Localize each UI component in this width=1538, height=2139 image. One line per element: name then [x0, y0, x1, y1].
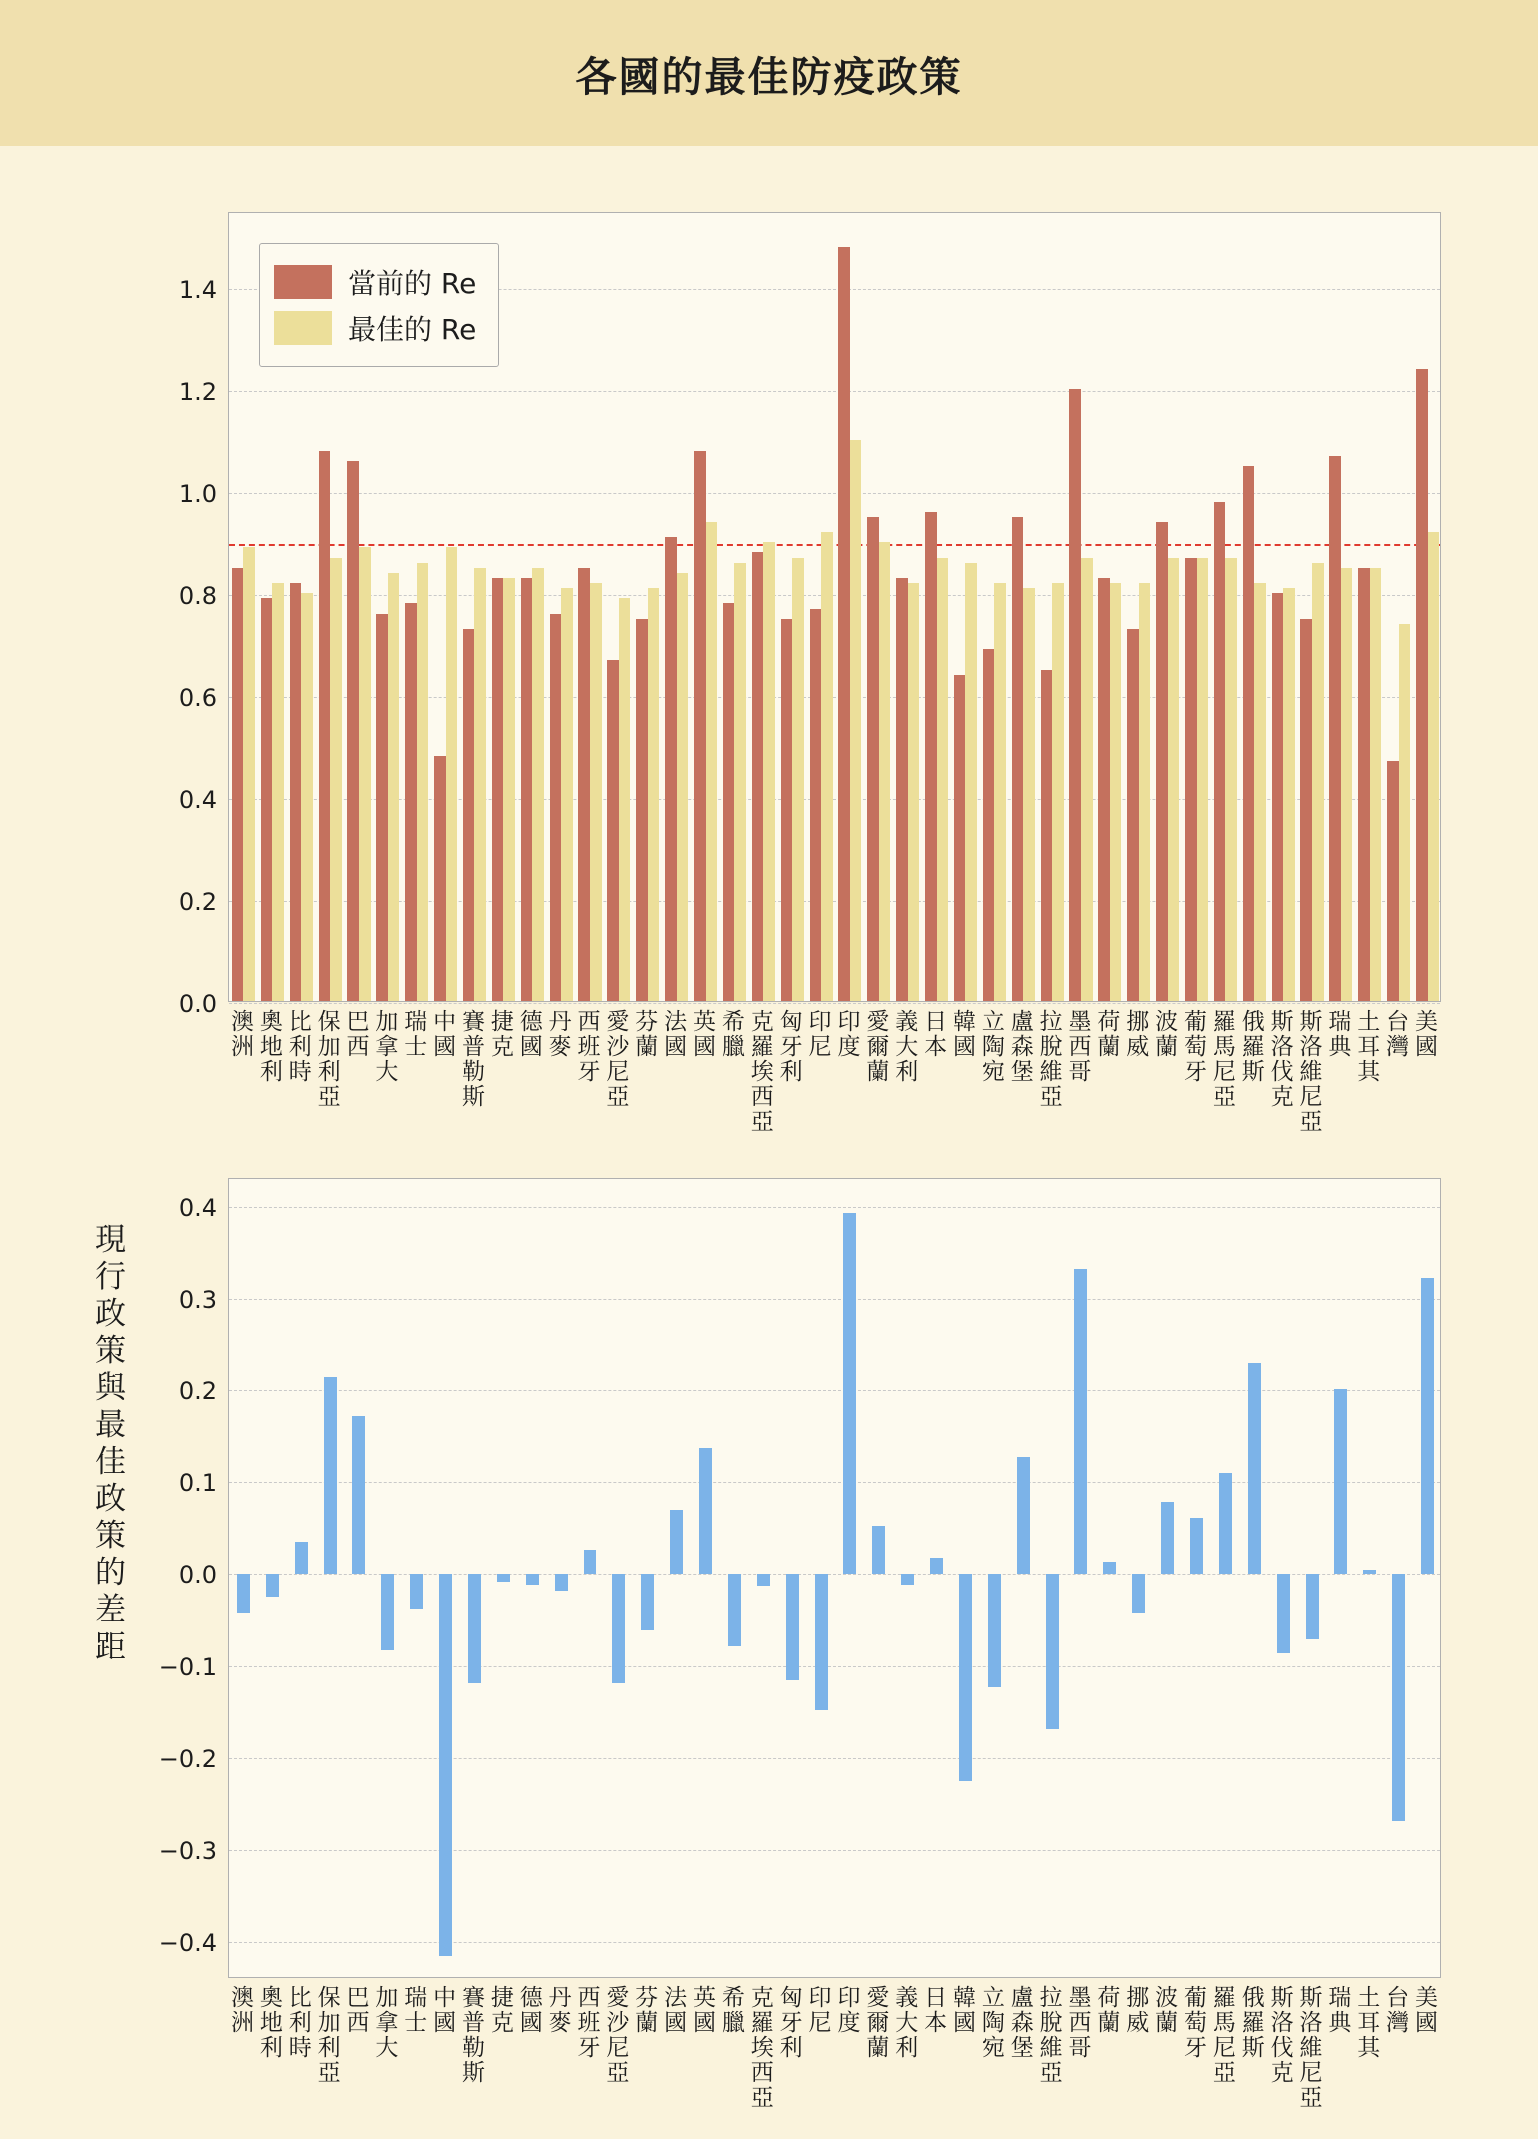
chart-re-comparison [178, 212, 1441, 1135]
bar-optimal-re [1168, 558, 1180, 1001]
bar-current-re [492, 578, 504, 1001]
x-tick-label: 法國 [664, 1009, 688, 1060]
y-tick-label: 0.1 [178, 1469, 217, 1498]
bar-current-re [1069, 389, 1081, 1001]
bar-optimal-re [561, 588, 573, 1001]
x-tick-label: 台灣 [1386, 1009, 1410, 1060]
y-tick-label: 0.2 [178, 888, 217, 917]
x-tick-label: 希臘 [721, 1009, 745, 1060]
title-banner [0, 0, 1538, 146]
bar-optimal-re [677, 573, 689, 1001]
legend-label-current: 當前的 Re [348, 267, 477, 300]
x-tick-label: 希臘 [721, 1985, 745, 2036]
legend-swatch-current [274, 265, 332, 299]
bar-policy-gap [988, 1574, 1001, 1686]
x-tick-label: 芬蘭 [635, 1009, 659, 1060]
bar-current-re [1272, 593, 1284, 1001]
bar-policy-gap [1132, 1574, 1145, 1613]
x-tick-label: 韓國 [952, 1985, 976, 2036]
bar-optimal-re [330, 558, 342, 1001]
bar-optimal-re [474, 568, 486, 1001]
bar-current-re [896, 578, 908, 1001]
x-tick-label: 比利時 [288, 1985, 312, 2061]
bar-policy-gap [930, 1558, 943, 1575]
bar-optimal-re [503, 578, 515, 1001]
x-tick-label: 賽普勒斯 [461, 1985, 485, 2086]
x-tick-label: 瑞典 [1328, 1985, 1352, 2036]
bar-current-re [810, 609, 822, 1001]
bar-optimal-re [359, 547, 371, 1001]
bar-policy-gap [1161, 1502, 1174, 1575]
x-tick-label: 立陶宛 [981, 1985, 1005, 2061]
bar-optimal-re [1370, 568, 1382, 1001]
bar-policy-gap [641, 1574, 654, 1629]
bar-optimal-re [1341, 568, 1353, 1001]
y-tick-label: 0.0 [178, 1561, 217, 1590]
x-tick-label: 挪威 [1126, 1985, 1150, 2036]
x-tick-label: 日本 [924, 1009, 948, 1060]
x-tick-label: 克羅埃西亞 [750, 1009, 774, 1135]
bar-current-re [405, 603, 417, 1001]
legend-item-current [274, 262, 476, 302]
bar-policy-gap [497, 1574, 510, 1581]
bar-optimal-re [1139, 583, 1151, 1001]
bar-optimal-re [792, 558, 804, 1001]
bar-current-re [521, 578, 533, 1001]
x-tick-label: 巴西 [346, 1985, 370, 2036]
bar-optimal-re [272, 583, 284, 1001]
x-tick-label: 斯洛維尼亞 [1299, 1985, 1323, 2111]
bar-current-re [665, 537, 677, 1001]
bar-policy-gap [1421, 1278, 1434, 1574]
bar-current-re [319, 451, 331, 1001]
bar-current-re [290, 583, 302, 1001]
bar-policy-gap [728, 1574, 741, 1646]
x-tick-label: 英國 [693, 1009, 717, 1060]
chart2-y-axis-label: 現行政策與最佳政策的差距 [95, 1222, 127, 1665]
x-tick-label: 荷蘭 [1097, 1009, 1121, 1060]
bar-policy-gap [1277, 1574, 1290, 1652]
bar-optimal-re [965, 563, 977, 1001]
x-tick-label: 德國 [519, 1985, 543, 2036]
x-tick-label: 匈牙利 [779, 1985, 803, 2061]
bar-current-re [1329, 456, 1341, 1001]
y-tick-label: 0.4 [178, 786, 217, 815]
bar-optimal-re [879, 542, 891, 1001]
bar-optimal-re [734, 563, 746, 1001]
bar-policy-gap [381, 1574, 394, 1649]
bar-policy-gap [468, 1574, 481, 1683]
bar-current-re [781, 619, 793, 1001]
bar-optimal-re [388, 573, 400, 1001]
x-tick-label: 斯洛維尼亞 [1299, 1009, 1323, 1135]
bar-optimal-re [850, 440, 862, 1001]
x-tick-label: 墨西哥 [1068, 1009, 1092, 1085]
bar-policy-gap [410, 1574, 423, 1609]
bar-current-re [867, 517, 879, 1001]
bar-current-re [550, 614, 562, 1001]
bar-optimal-re [301, 593, 313, 1001]
bar-policy-gap [959, 1574, 972, 1781]
x-tick-label: 西班牙 [577, 1009, 601, 1085]
x-tick-label: 捷克 [490, 1009, 514, 1060]
legend-swatch-optimal [274, 311, 332, 345]
bar-policy-gap [1334, 1389, 1347, 1575]
bar-policy-gap [324, 1377, 337, 1575]
y-tick-label: −0.2 [158, 1745, 217, 1774]
bar-policy-gap [1190, 1518, 1203, 1574]
x-tick-label: 澳洲 [230, 1009, 254, 1060]
x-tick-label: 波蘭 [1155, 1985, 1179, 2036]
bar-optimal-re [1283, 588, 1295, 1001]
bar-policy-gap [1219, 1473, 1232, 1574]
chart2-bars [229, 1179, 1440, 1977]
x-tick-label: 台灣 [1386, 1985, 1410, 2036]
bar-optimal-re [417, 563, 429, 1001]
chart1-legend [259, 243, 499, 367]
bar-optimal-re [994, 583, 1006, 1001]
y-tick-label: −0.1 [158, 1653, 217, 1682]
x-tick-label: 保加利亞 [317, 1985, 341, 2086]
y-tick-label: 0.3 [178, 1285, 217, 1314]
bar-current-re [636, 619, 648, 1001]
x-tick-label: 瑞士 [404, 1985, 428, 2036]
x-tick-label: 土耳其 [1357, 1985, 1381, 2061]
x-tick-label: 斯洛伐克 [1270, 1009, 1294, 1110]
y-tick-label: 0.4 [178, 1193, 217, 1222]
bar-policy-gap [295, 1542, 308, 1574]
x-tick-label: 葡萄牙 [1184, 1985, 1207, 2061]
bar-optimal-re [908, 583, 920, 1001]
bar-policy-gap [1363, 1570, 1376, 1575]
bar-optimal-re [648, 588, 660, 1001]
x-tick-label: 中國 [433, 1985, 457, 2036]
bar-current-re [925, 512, 937, 1001]
bar-policy-gap [612, 1574, 625, 1683]
bar-current-re [954, 675, 966, 1001]
bar-policy-gap [1046, 1574, 1059, 1728]
y-tick-label: 0.0 [178, 990, 217, 1018]
bar-current-re [1012, 517, 1024, 1001]
bar-policy-gap [1017, 1457, 1030, 1575]
x-tick-label: 俄羅斯 [1241, 1009, 1265, 1085]
x-tick-label: 羅馬尼亞 [1212, 1009, 1236, 1110]
bar-policy-gap [843, 1213, 856, 1574]
bar-optimal-re [1023, 588, 1035, 1001]
x-tick-label: 芬蘭 [635, 1985, 659, 2036]
x-tick-label: 挪威 [1126, 1009, 1150, 1060]
bar-policy-gap [237, 1574, 250, 1613]
x-tick-label: 荷蘭 [1097, 1985, 1121, 2036]
bar-current-re [347, 461, 359, 1001]
bar-policy-gap [1074, 1269, 1087, 1574]
chart1-plot-area [178, 212, 1441, 1018]
x-tick-label: 愛爾蘭 [866, 1009, 890, 1085]
x-tick-label: 加拿大 [375, 1009, 399, 1085]
x-tick-label: 義大利 [895, 1985, 919, 2061]
bar-current-re [434, 756, 446, 1001]
y-tick-label: 1.4 [178, 276, 217, 305]
bar-policy-gap [757, 1574, 770, 1586]
bar-current-re [1214, 502, 1226, 1001]
bar-current-re [694, 451, 706, 1001]
bar-current-re [232, 568, 244, 1001]
x-tick-label: 葡萄牙 [1184, 1009, 1207, 1085]
bar-policy-gap [699, 1448, 712, 1574]
x-tick-label: 美國 [1415, 1009, 1439, 1060]
bar-current-re [1041, 670, 1053, 1001]
x-tick-label: 丹麥 [548, 1985, 572, 2036]
x-tick-label: 澳洲 [230, 1985, 254, 2036]
y-tick-label: 0.6 [178, 684, 217, 713]
x-tick-label: 盧森堡 [1010, 1985, 1034, 2061]
bar-current-re [983, 649, 995, 1001]
bar-policy-gap [670, 1510, 683, 1574]
bar-policy-gap [1392, 1574, 1405, 1820]
bar-policy-gap [815, 1574, 828, 1710]
bar-policy-gap [1248, 1363, 1261, 1574]
y-tick-label: −0.4 [158, 1929, 217, 1958]
bar-current-re [1127, 629, 1139, 1001]
x-tick-label: 印度 [837, 1009, 861, 1060]
bar-policy-gap [1103, 1562, 1116, 1574]
bar-current-re [752, 552, 764, 1001]
chart2-plot-area [158, 1178, 1441, 1978]
x-tick-label: 拉脫維亞 [1039, 1009, 1063, 1110]
x-tick-label: 中國 [433, 1009, 457, 1060]
bar-current-re [1358, 568, 1370, 1001]
bar-current-re [1185, 558, 1197, 1001]
legend-item-optimal [274, 308, 476, 348]
bar-current-re [261, 598, 273, 1001]
x-tick-label: 英國 [693, 1985, 717, 2036]
bar-policy-gap [872, 1526, 885, 1575]
x-tick-label: 斯洛伐克 [1270, 1985, 1294, 2086]
bar-current-re [607, 660, 619, 1001]
bar-policy-gap [439, 1574, 452, 1956]
bar-policy-gap [584, 1550, 597, 1574]
x-tick-label: 墨西哥 [1068, 1985, 1092, 2061]
chart-policy-gap [158, 1178, 1441, 2111]
x-tick-label: 盧森堡 [1010, 1009, 1034, 1085]
bar-policy-gap [526, 1574, 539, 1585]
bar-current-re [463, 629, 475, 1001]
bar-optimal-re [1081, 558, 1093, 1001]
x-tick-label: 俄羅斯 [1241, 1985, 1265, 2061]
x-tick-label: 瑞士 [404, 1009, 428, 1060]
bar-optimal-re [937, 558, 949, 1001]
x-tick-label: 奧地利 [259, 1009, 283, 1085]
x-tick-label: 羅馬尼亞 [1212, 1985, 1236, 2086]
bar-optimal-re [1110, 583, 1122, 1001]
x-tick-label: 愛爾蘭 [866, 1985, 890, 2061]
x-tick-label: 德國 [519, 1009, 543, 1060]
bar-optimal-re [446, 547, 458, 1001]
bar-current-re [578, 568, 590, 1001]
bar-optimal-re [763, 542, 775, 1001]
x-tick-label: 印尼 [808, 1009, 832, 1060]
x-tick-label: 比利時 [288, 1009, 312, 1085]
bar-current-re [1387, 761, 1399, 1001]
bar-policy-gap [266, 1574, 279, 1597]
bar-policy-gap [555, 1574, 568, 1591]
bar-optimal-re [590, 583, 602, 1001]
bar-optimal-re [1312, 563, 1324, 1001]
bar-current-re [376, 614, 388, 1001]
x-tick-label: 波蘭 [1155, 1009, 1179, 1060]
x-tick-label: 加拿大 [375, 1985, 399, 2061]
bar-optimal-re [243, 547, 255, 1001]
x-tick-label: 匈牙利 [779, 1009, 803, 1085]
bar-current-re [838, 247, 850, 1001]
x-tick-label: 愛沙尼亞 [606, 1985, 630, 2086]
y-tick-label: 1.2 [178, 378, 217, 407]
x-tick-label: 西班牙 [577, 1985, 601, 2061]
x-tick-label: 奧地利 [259, 1985, 283, 2061]
x-tick-label: 捷克 [490, 1985, 514, 2036]
bar-policy-gap [901, 1574, 914, 1585]
y-tick-label: −0.3 [158, 1837, 217, 1866]
y-tick-label: 0.8 [178, 582, 217, 611]
x-tick-label: 瑞典 [1328, 1009, 1352, 1060]
page-title: 各國的最佳防疫政策 [575, 52, 963, 101]
x-tick-label: 愛沙尼亞 [606, 1009, 630, 1110]
x-tick-label: 保加利亞 [317, 1009, 341, 1110]
x-tick-label: 拉脫維亞 [1039, 1985, 1063, 2086]
bar-policy-gap [1306, 1574, 1319, 1638]
bar-optimal-re [1254, 583, 1266, 1001]
bar-current-re [1156, 522, 1168, 1001]
x-tick-label: 印度 [837, 1985, 861, 2036]
bar-current-re [723, 603, 735, 1001]
x-tick-label: 美國 [1415, 1985, 1439, 2036]
bar-current-re [1098, 578, 1110, 1001]
x-tick-label: 日本 [924, 1985, 948, 2036]
x-tick-label: 立陶宛 [981, 1009, 1005, 1085]
bar-optimal-re [821, 532, 833, 1001]
bar-optimal-re [619, 598, 631, 1001]
bar-optimal-re [1197, 558, 1209, 1001]
bar-optimal-re [1428, 532, 1440, 1001]
x-tick-label: 巴西 [346, 1009, 370, 1060]
bar-optimal-re [1399, 624, 1411, 1001]
x-tick-label: 克羅埃西亞 [750, 1985, 774, 2111]
x-tick-label: 賽普勒斯 [461, 1009, 485, 1110]
bar-current-re [1243, 466, 1255, 1001]
bar-current-re [1416, 369, 1428, 1001]
gridline [178, 990, 1440, 1018]
x-tick-label: 丹麥 [548, 1009, 572, 1060]
x-tick-label: 義大利 [895, 1009, 919, 1085]
bar-policy-gap [352, 1416, 365, 1574]
x-tick-label: 印尼 [808, 1985, 832, 2036]
y-tick-label: 1.0 [178, 480, 217, 509]
y-tick-label: 0.2 [178, 1377, 217, 1406]
bar-optimal-re [706, 522, 718, 1001]
bar-current-re [1300, 619, 1312, 1001]
x-tick-label: 土耳其 [1357, 1009, 1381, 1085]
bar-optimal-re [1052, 583, 1064, 1001]
bar-optimal-re [532, 568, 544, 1001]
legend-label-optimal: 最佳的 Re [348, 313, 477, 346]
x-tick-label: 韓國 [952, 1009, 976, 1060]
bar-policy-gap [786, 1574, 799, 1680]
x-tick-label: 法國 [664, 1985, 688, 2036]
bar-optimal-re [1225, 558, 1237, 1001]
